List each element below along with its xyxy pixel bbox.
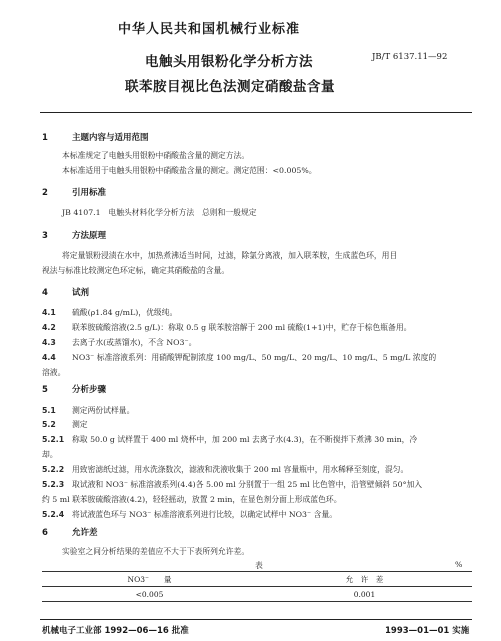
item-number: 5.1 (42, 406, 56, 415)
procedure-item-continuation: 却。 (42, 450, 58, 459)
procedure-item (42, 509, 337, 520)
table-header-cell: NO3⁻ 量 (42, 572, 257, 587)
reagent-item (42, 322, 411, 333)
section-6-heading (42, 526, 98, 538)
table-unit: % (455, 560, 463, 569)
item-number: 5.2.1 (42, 435, 65, 444)
item-text: 去离子水(或蒸馏水)，不含 NO3⁻。 (72, 338, 197, 347)
doc-title-line1: 电触头用银粉化学分析方法 (145, 54, 313, 70)
section-title: 主题内容与适用范围 (72, 133, 149, 143)
approval-date: 机械电子工业部 1992—06—16 批准 (42, 626, 189, 636)
section-title: 试剂 (72, 288, 90, 298)
item-text: 测定两份试样量。 (72, 406, 135, 415)
reagent-item (42, 337, 196, 348)
item-number: 4.3 (42, 338, 56, 347)
section-title: 分析步骤 (72, 385, 107, 395)
section-4-heading (42, 286, 89, 298)
section-number: 3 (42, 231, 48, 241)
procedure-item (42, 464, 408, 475)
item-number: 4.1 (42, 308, 56, 317)
section-3-p2: 视法与标准比较测定色环定标，确定其硝酸盐的含量。 (42, 266, 230, 275)
section-3-p1: 将定量银粉浸渍在水中，加热煮沸适当时间，过滤，除氯分离液，加入联苯胺，生成蓝色环，用目 (62, 251, 398, 260)
procedure-item (42, 405, 134, 416)
item-text: 称取 50.0 g 试样置于 400 ml 烧杯中，加 200 ml 去离子水(4.3)，在不断搅拌下煮沸 30 min，冷 (72, 435, 418, 444)
section-title: 引用标准 (72, 188, 107, 198)
item-text: 联苯胺硫酸溶液(2.5 g/L)：称取 0.5 g 联苯胺溶解于 200 ml 硫酸(1+1)中，贮存于棕色瓶备用。 (72, 323, 412, 332)
item-number: 5.2.4 (42, 510, 65, 519)
table-header-row (42, 572, 472, 587)
item-number: 5.2.3 (42, 480, 65, 489)
section-1-p2: 本标准适用于电触头用银粉中硝酸盐含量的测定。测定范围：<0.005%。 (62, 166, 317, 175)
table-header-cell: 允 许 差 (257, 572, 472, 587)
reagent-item (42, 352, 436, 363)
item-text: 测定 (72, 420, 88, 429)
table-caption: 表 (255, 561, 263, 570)
doc-title-line2: 联苯胺目视比色法测定硝酸盐含量 (125, 79, 335, 95)
section-number: 4 (42, 288, 48, 298)
procedure-item (42, 434, 417, 445)
procedure-item (42, 479, 422, 490)
item-text: NO3⁻ 标准溶液系列：用硝酸钾配制浓度 100 mg/L、50 mg/L、20 mg/L、10 mg/L、5 mg/L 浓度的 (72, 353, 437, 362)
reagent-item-continuation: 溶液。 (42, 368, 66, 377)
org-title: 中华人民共和国机械行业标准 (118, 22, 301, 37)
section-number: 2 (42, 188, 48, 198)
reagent-item (42, 307, 177, 318)
tolerance-table (42, 571, 472, 602)
table-cell: 0.001 (257, 587, 472, 602)
header-rule (40, 112, 472, 113)
item-number: 4.2 (42, 323, 56, 332)
procedure-item-continuation: 约 5 ml 联苯胺硫酸溶液(4.2)，轻轻摇动，放置 2 min，在显色剂分面上形成蓝色环。 (42, 495, 342, 504)
section-1-p1: 本标准规定了电触头用银粉中硝酸盐含量的测定方法。 (62, 151, 250, 160)
table-cell: <0.005 (42, 587, 257, 602)
section-6-p1: 实验室之间分析结果的差值应不大于下表所列允许差。 (62, 547, 250, 556)
section-3-heading (42, 229, 106, 241)
section-number: 1 (42, 133, 48, 143)
section-2-heading (42, 186, 106, 198)
standard-number: JB/T 6137.11—92 (372, 52, 448, 62)
section-2-p1: JB 4107.1 电触头材料化学分析方法 总则和一般规定 (62, 208, 257, 217)
section-5-heading (42, 383, 106, 395)
section-title: 允许差 (72, 528, 98, 538)
procedure-item (42, 419, 88, 430)
item-text: 硫酸(ρ1.84 g/mL)，优级纯。 (72, 308, 178, 317)
item-number: 4.4 (42, 353, 56, 362)
section-number: 5 (42, 385, 48, 395)
item-number: 5.2.2 (42, 465, 65, 474)
item-text: 将试液蓝色环与 NO3⁻ 标准溶液系列进行比较，以确定试样中 NO3⁻ 含量。 (72, 510, 338, 519)
table-row (42, 587, 472, 602)
item-text: 取试液和 NO3⁻ 标准溶液系列(4.4)各 5.00 ml 分别置于一组 25 ml 比色管中，沿管壁倾斜 50°加入 (72, 480, 423, 489)
footer-rule (40, 619, 472, 620)
section-number: 6 (42, 528, 48, 538)
effective-date: 1993—01—01 实施 (385, 626, 470, 636)
section-title: 方法原理 (72, 231, 107, 241)
item-number: 5.2 (42, 420, 56, 429)
item-text: 用致密滤纸过滤，用水洗涤数次，滤液和洗液收集于 200 ml 容量瓶中，用水稀释至刻度，混匀。 (72, 465, 409, 474)
section-1-heading (42, 131, 149, 143)
